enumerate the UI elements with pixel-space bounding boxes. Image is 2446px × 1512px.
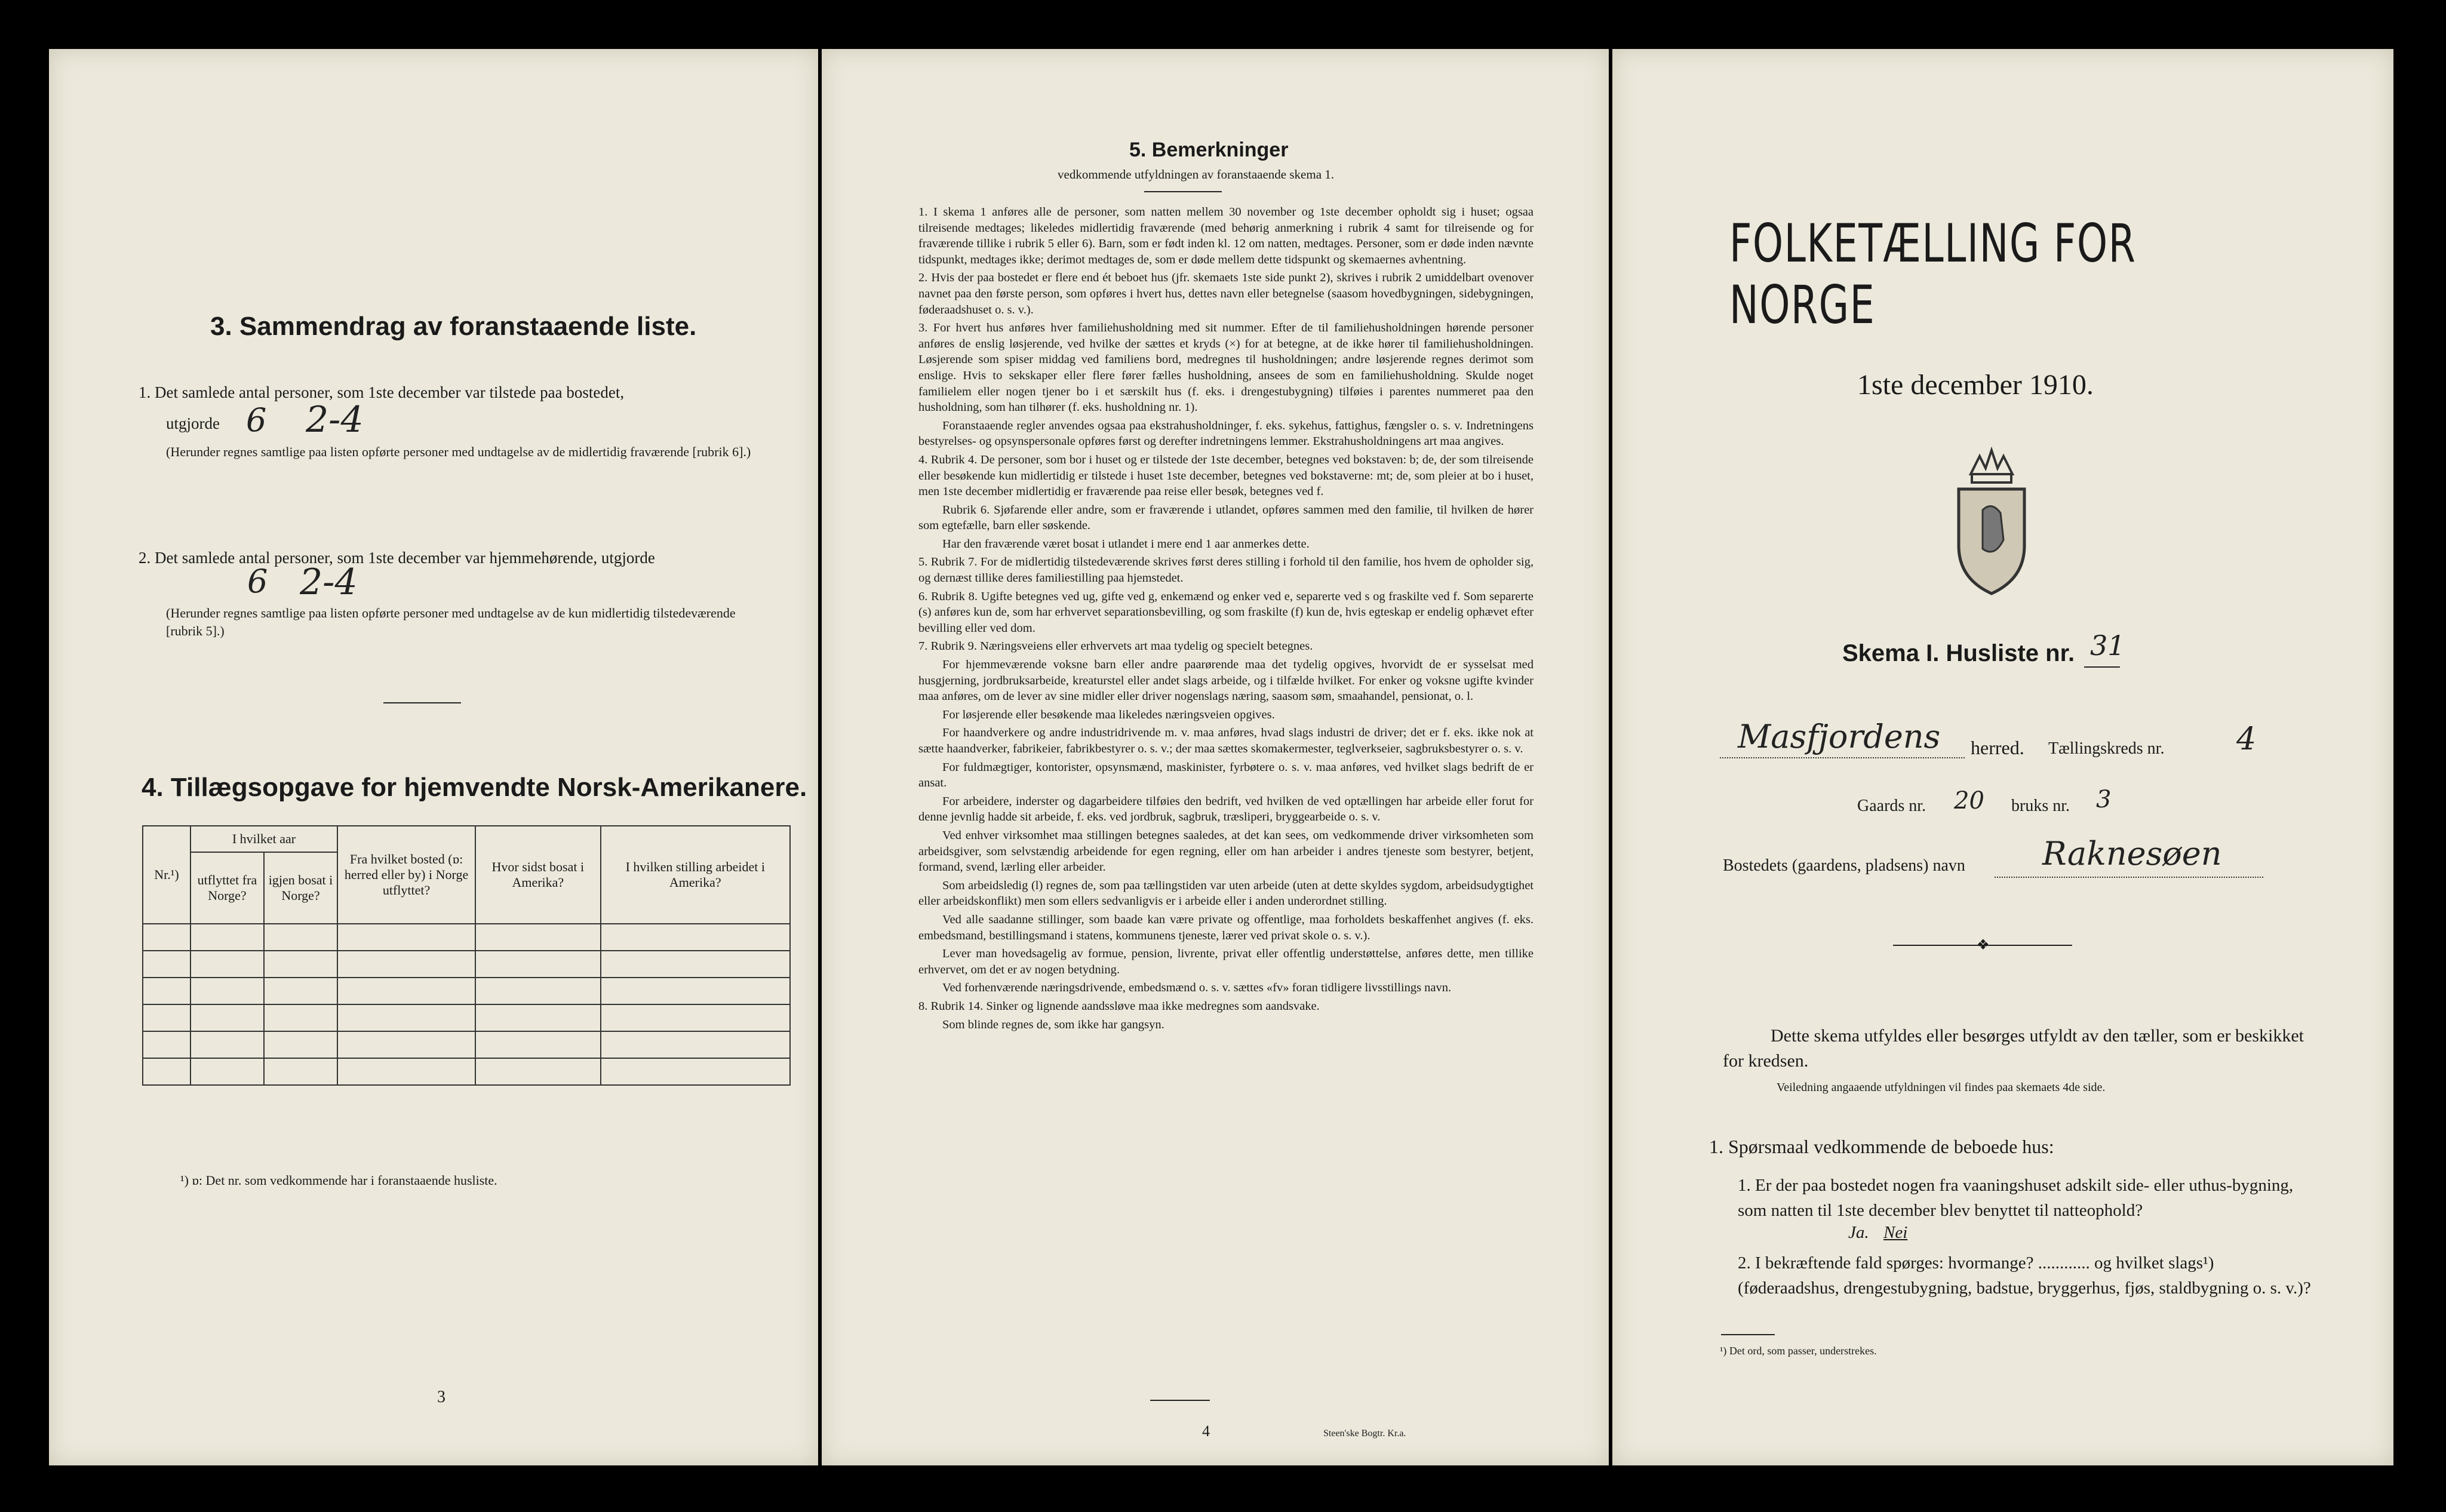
- bemerkning-paragraph: Som blinde regnes de, som ikke har gangsyn.: [942, 1018, 1164, 1031]
- right-footnote: ¹) Det ord, som passer, understrekes.: [1720, 1345, 1877, 1357]
- col-utflyttet: utflyttet fra Norge?: [190, 852, 264, 924]
- norsk-amerikanere-table: [142, 825, 791, 1086]
- page-number-3: 3: [437, 1388, 445, 1406]
- col-bosat-amerika: Hvor sidst bosat i Amerika?: [475, 826, 600, 924]
- bemerkning-paragraph: 5. Rubrik 7. For de midlertidig tilstedeværende skrives først deres stilling i forhold til den familie, hos hvem de opholder sig, og dernæst tillike deres familiestilling paa hjemstedet.: [918, 555, 1534, 585]
- bosted-value: Raknesøen: [2042, 835, 2222, 872]
- bemerkning-paragraph: Lever man hovedsagelig av formue, pension, livrente, privat eller offentlig understøttelse, anføres dette, men tillike erhvervet, om det er av nogen betydning.: [918, 947, 1534, 976]
- table-row: [143, 1058, 790, 1085]
- bemerkning-paragraph: 6. Rubrik 8. Ugifte betegnes ved ug, gifte ved g, enkemænd og enker ved e, separerte ved s og fraskilte ved f. Som separerte (s) anføres kun de, som har erhvervet separationsbevilling, og som fraskilte (f) kun de, hvis egteskap er endelig ophævet efter bevilling eller ved dom.: [918, 589, 1534, 635]
- table-row: [143, 951, 790, 978]
- table-row: [143, 978, 790, 1004]
- table-footnote: ¹) ɒ: Det nr. som vedkommende har i foranstaaende husliste.: [180, 1173, 497, 1188]
- table-row: [143, 924, 790, 951]
- question-2: 2. I bekræftende fald spørges: hvormange? ............ og hvilket slags¹) (føderaadshus, drengestubygning, badstue, bryggerhus, fjøs, staldbygning o. s. v.)?: [1738, 1253, 2311, 1298]
- bemerkning-paragraph: Foranstaaende regler anvendes ogsaa paa ekstrahusholdninger, f. eks. sykehus, fattighus, fængsler o. s. v. Indretningens bestyrelses- og opsynspersonale opføres først og derefter indretningens lemmer. Ekstrahusholdningens art maa angives.: [918, 419, 1534, 448]
- herred-line: [1720, 757, 1965, 760]
- middle-page: [822, 49, 1609, 1465]
- divider: [383, 702, 461, 703]
- ornament-icon: ❖: [1977, 938, 1990, 953]
- footnote-rule: [1721, 1334, 1775, 1335]
- bemerkning-paragraph: Rubrik 6. Sjøfarende eller andre, som er fraværende i utlandet, opføres sammen med den familie, til hvilken de hører som egtefælle, barn eller søskende.: [918, 503, 1534, 533]
- husliste-line: [2084, 666, 2120, 668]
- col-fra-bosted: Fra hvilket bosted (ɒ: herred eller by) i Norge utflyttet?: [337, 826, 475, 924]
- bemerkning-paragraph: For hjemmeværende voksne barn eller andre paarørende maa det tydelig opgives, hvorvidt de er sysselsat med husgjerning, jordbruksarbeide, kreaturstel eller andet slags arbeide, og i tilfælde hvilket. For enker og voksne ugifte kvinder maa anføres, om de lever av sine midler eller driver nogenslags næring, saasom søm, smaahandel, pensionat, o. l.: [918, 658, 1534, 703]
- item-1-detail: 2-4: [306, 399, 364, 441]
- bemerkning-paragraph: Ved forhenværende næringsdrivende, embedsmænd o. s. v. sættes «fv» foran tidligere livsstillings navn.: [942, 981, 1452, 995]
- census-date: 1ste december 1910.: [1857, 369, 2094, 401]
- title-rule: [1144, 191, 1222, 192]
- herred-value: Masfjordens: [1738, 718, 1941, 755]
- gaards-value: 20: [1954, 787, 1984, 815]
- herred-label: herred.: [1971, 737, 2024, 758]
- section-4-title: 4. Tillægsopgave for hjemvendte Norsk-Amerikanere.: [142, 773, 807, 802]
- right-page: [1612, 49, 2393, 1465]
- page-number-4: 4: [1202, 1422, 1210, 1440]
- left-page: [49, 49, 818, 1465]
- bemerkning-paragraph: Ved enhver virksomhet maa stillingen betegnes saaledes, at det kan sees, om vedkommende driver virksomheten som arbeidsgiver, som selvstændig arbeidende for egen regning, eller om han arbeider i andres tjeneste som bestyrer, betjent, formand, svend, lærling eller arbeider.: [918, 828, 1534, 874]
- col-stilling: I hvilken stilling arbeidet i Amerika?: [601, 826, 790, 924]
- info-small: Veiledning angaaende utfyldningen vil findes paa skemaets 4de side.: [1777, 1081, 2106, 1094]
- main-title: FOLKETÆLLING FOR NORGE: [1729, 213, 2137, 336]
- bemerkninger-title: 5. Bemerkninger: [1129, 139, 1289, 161]
- schema-label: Skema I. Husliste nr.: [1842, 640, 2075, 666]
- bemerkninger-body: [918, 204, 1534, 1375]
- bemerkning-paragraph: 4. Rubrik 4. De personer, som bor i huset og er tilstede der 1ste december, betegnes ved bokstaven: b; de, der som tilreisende eller besøkende kun midlertidig er tilstede i huset 1ste december, betegnes ved bokstaverne: mt; de, som pleier at bo i huset, men 1ste december midlertidig er fraværende paa reise eller besøk, betegnes ved f.: [918, 453, 1534, 499]
- bemerkning-paragraph: Har den fraværende været bosat i utlandet i mere end 1 aar anmerkes dette.: [942, 537, 1310, 551]
- kreds-value: 4: [2236, 721, 2257, 757]
- item-2-text: 2. Det samlede antal personer, som 1ste december var hjemmehørende, utgjorde: [139, 549, 655, 567]
- bruks-value: 3: [2096, 786, 2112, 813]
- col-igjen-bosat: igjen bosat i Norge?: [264, 852, 337, 924]
- bottom-rule: [1150, 1400, 1210, 1401]
- col-nr: Nr.¹): [143, 826, 190, 924]
- printer-note: Steen'ske Bogtr. Kr.a.: [1323, 1428, 1406, 1439]
- bemerkning-paragraph: Som arbeidsledig (l) regnes de, som paa tællingstiden var uten arbeide (uten at dette skyldes sygdom, arbeidsudygtighet eller arbeidskonflikt) men som ellers sedvanligvis er i arbeide eller i anden underordnet stilling.: [918, 878, 1534, 908]
- coat-of-arms-icon: [1947, 444, 2036, 600]
- bemerkninger-subtitle: vedkommende utfyldningen av foranstaaende skema 1.: [1058, 167, 1335, 182]
- info-text: Dette skema utfyldes eller besørges utfyldt av den tæller, som er beskikket for kredsen.: [1723, 1026, 2304, 1071]
- bemerkning-paragraph: 8. Rubrik 14. Sinker og lignende aandssløve maa ikke medregnes som aandsvake.: [918, 999, 1320, 1013]
- bemerkning-paragraph: 3. For hvert hus anføres hver familiehusholdning med sit nummer. Efter de til familiehusholdningen hørende personer anføres de enslig løsjerende, ved hvilke der sættes et kryds (×) for at betegne, at de ikke hører til familiehusholdningen. Løsjerende som spiser middag ved familiens bord, medregnes til husholdningen; andre løsjerende regnes derimot som enslige. Hvis to sekskaper eller flere fører fælles husholdning, ansees de som en familiehusholdning. Skulde noget familielem eller nogen tjener bo i et særskilt hus (f. eks. i drengestubygning) tilføies i parentes nummeret paa den husholdning, som han tilhører (f. eks. husholdning nr. 1).: [918, 321, 1534, 414]
- item-2-value: 6: [247, 563, 268, 600]
- bosted-label: Bostedets (gaardens, pladsens) navn: [1723, 856, 1965, 875]
- husliste-nr-value: 31: [2090, 629, 2125, 662]
- questions-title: 1. Spørsmaal vedkommende de beboede hus:: [1709, 1136, 2054, 1157]
- bosted-line: [1995, 877, 2263, 879]
- item-1-text: 1. Det samlede antal personer, som 1ste december var tilstede paa bostedet,: [139, 383, 625, 401]
- question-1: 1. Er der paa bostedet nogen fra vaaningshuset adskilt side- eller uthus-bygning, som natten til 1ste december blev benyttet til natteophold?: [1738, 1176, 2294, 1220]
- item-1-note: (Herunder regnes samtlige paa listen opførte personer med undtagelse av de midlertidig fraværende [rubrik 6].): [166, 444, 751, 459]
- kreds-label: Tællingskreds nr.: [2048, 739, 2165, 758]
- bemerkning-paragraph: For løsjerende eller besøkende maa likeledes næringsveien opgives.: [942, 708, 1275, 721]
- col-aar: I hvilket aar: [190, 826, 337, 852]
- section-3-title: 3. Sammendrag av foranstaaende liste.: [210, 312, 697, 341]
- table-row: [143, 1004, 790, 1031]
- bemerkning-paragraph: For fuldmægtiger, kontorister, opsynsmænd, maskinister, fyrbøtere o. s. v. maa anføres, ved hvilket slags bedrift de er ansat.: [918, 760, 1534, 790]
- table-row: [143, 1031, 790, 1058]
- bemerkning-paragraph: Ved alle saadanne stillinger, som baade kan være private og offentlige, maa forholdets beskaffenhet angives (f. eks. embedsmand, bestillingsmand i statens, kommunens tjeneste, lærer ved privat skole o. s. v.).: [918, 912, 1534, 942]
- item-1-label: utgjorde: [166, 414, 220, 432]
- item-2-note: (Herunder regnes samtlige paa listen opførte personer med undtagelse av de kun midlertidig tilstedeværende [rubrik 5].): [166, 606, 736, 638]
- bruks-label: bruks nr.: [2011, 797, 2070, 815]
- bemerkning-paragraph: 2. Hvis der paa bostedet er flere end ét beboet hus (jfr. skemaets 1ste side punkt 2), skrives i rubrik 2 umiddelbart ovenover navnet paa den første person, som opføres i hvert hus, dettes navn eller betegnelse (saasom hovedbygningen, sidebygningen, føderaadshuset o. s. v.).: [918, 271, 1534, 316]
- question-1-nei: Nei: [1881, 1223, 1910, 1243]
- bemerkning-paragraph: 7. Rubrik 9. Næringsveiens eller erhvervets art maa tydelig og specielt betegnes.: [918, 640, 1313, 653]
- item-1-value: 6: [246, 401, 267, 439]
- gaards-label: Gaards nr.: [1857, 797, 1926, 815]
- bemerkning-paragraph: For arbeidere, inderster og dagarbeidere tilføies den bedrift, ved hvilken de ved optællingen har arbeide eller forut for denne jevnlig hadde sit arbeide, f. eks. ved jordbruk, sagbruk, træsliperi, bryggearbeide o. s. v.: [918, 794, 1534, 824]
- bemerkning-paragraph: 1. I skema 1 anføres alle de personer, som natten mellem 30 november og 1ste december opholdt sig i huset; ogsaa tilreisende medtages; likeledes midlertidig fraværende (med behørig anmerkning i rubrik 4 samt for tilreisende og for fraværende tillike i rubrik 5 eller 6). Barn, som er født inden kl. 12 om natten, medtages. Personer, som er døde inden nævnte tidspunkt, medtages ikke; derimot medtages de, som er døde mellem dette tidspunkt og skemaernes avhentning.: [918, 205, 1534, 266]
- bemerkning-paragraph: For haandverkere og andre industridrivende m. v. maa anføres, hvad slags industri de driver; det er f. eks. ikke nok at sætte haandverker, fabrikeier, fabrikbestyrer o. s. v.; der maa sættes skomakermester, teglverkseier, sagbruksbestyrer o. s. v.: [918, 726, 1534, 755]
- question-1-ja: Ja.: [1848, 1223, 1873, 1243]
- item-2-detail: 2-4: [300, 561, 358, 603]
